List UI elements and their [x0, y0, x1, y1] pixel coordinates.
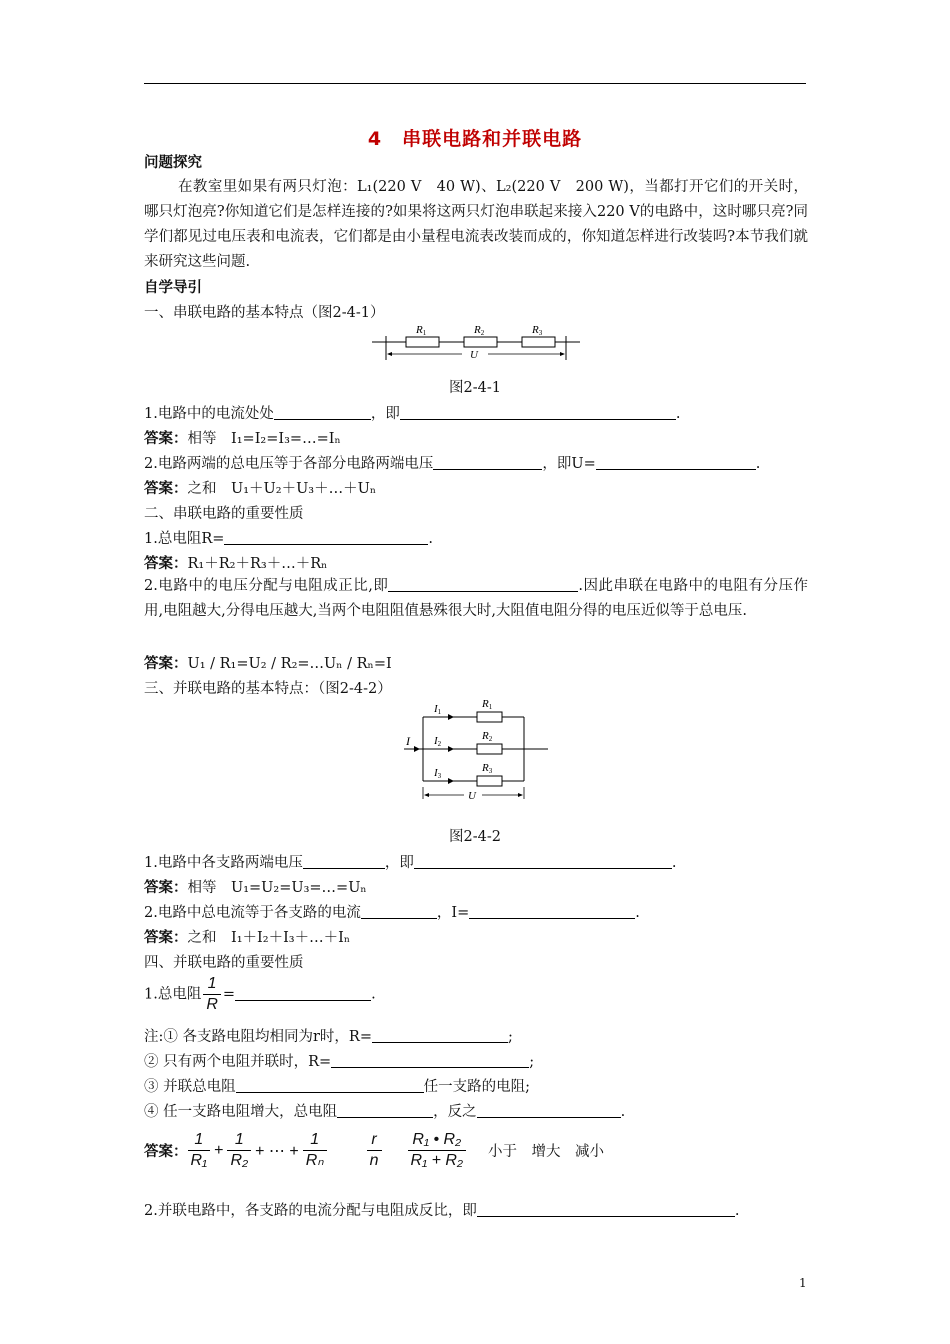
page-number: 1: [799, 1276, 807, 1290]
figure-caption-2-4-2: 图2-4-2: [449, 829, 501, 845]
fraction-1-over-rn: $\frac{1}{\text{Rₙ}}$: [303, 1130, 327, 1171]
parallel-q1: 1.电路中各支路两端电压 ，即 .: [144, 855, 677, 871]
label-i: I: [406, 734, 410, 748]
label-r2: R2: [482, 730, 493, 743]
fraction-r-over-n: $\frac{r}{n}$: [367, 1130, 382, 1171]
resistor-r1: [406, 337, 439, 347]
series-q2: 2.电路两端的总电压等于各部分电路两端电压 ，即U= .: [144, 456, 761, 472]
blank-field: [477, 1202, 735, 1217]
blank-field: [224, 530, 428, 545]
series-props-q2: 2.电路中的电压分配与电阻成正比,即 .因此串联在电路中的电阻有分压作用,电阻越大,分得电压越大,当两个电阻阻值悬殊很大时,大阻值电阻分得的电压近似等于总电压.: [144, 578, 809, 619]
blank-field: [414, 854, 672, 869]
series-props-heading: 二、串联电路的重要性质: [144, 506, 304, 522]
blank-field: [235, 986, 371, 1001]
parallel-props-answer: 答案： $\frac{1}{\text{R₁}}$ + $\frac{1}{\text{R₂}}$ + ⋯ + $\frac{1}{\text{Rₙ}}$ $\frac{r}{n}$ $\frac{\text{R₁ • R₂}}{\text{R₁ + R₂}}$ 小于 增大 减小: [144, 1131, 605, 1169]
blank-field: [274, 405, 371, 420]
label-r2: R2: [474, 324, 485, 337]
blank-field: [400, 405, 676, 420]
blank-field: [236, 1078, 424, 1093]
parallel-heading: 三、并联电路的基本特点：（图2-4-2）: [144, 681, 392, 697]
resistor-r3: [477, 776, 502, 786]
series-props-a1: 答案：R₁＋R₂＋R₃＋…＋Rₙ: [144, 556, 328, 572]
blank-field: [477, 1103, 621, 1118]
fraction-product-over-sum: $\frac{\text{R₁ • R₂}}{\text{R₁ + R₂}}$: [408, 1130, 467, 1171]
fraction-1-over-r: $\frac{1}{R}$: [203, 974, 221, 1015]
resistor-r2: [477, 744, 502, 754]
parallel-props-q2: 2.并联电路中，各支路的电流分配与电阻成反比，即 .: [144, 1203, 740, 1219]
blank-field: [303, 854, 385, 869]
series-heading: 一、串联电路的基本特点（图2-4-1）: [144, 305, 385, 321]
inquiry-paragraph: 在教室里如果有两只灯泡：L₁(220 V 40 W)、L₂(220 V 200 W)，当都打开它们的开关时，哪只灯泡亮?你知道它们是怎样连接的?如果将这两只灯泡串联起来接入220 V的电路中，这时哪只亮?同学们都见过电压表和电流表，它们都是由小量程电流表改装而成的，你知道怎样进行改装吗?本节我们就来研究这些问题.: [144, 179, 808, 270]
label-u: U: [470, 349, 478, 361]
parallel-note4: ④ 任一支路电阻增大，总电阻 ，反之 .: [144, 1104, 626, 1120]
parallel-circuit-diagram: [402, 693, 552, 805]
label-r1: R1: [482, 698, 493, 711]
label-r3: R3: [482, 762, 493, 775]
label-i2: I2: [434, 735, 442, 748]
section-heading-inquiry: 问题探究: [144, 155, 202, 171]
label-i3: I3: [434, 767, 442, 780]
blank-field: [433, 455, 542, 470]
parallel-note3: ③ 并联总电阻 任一支路的电阻;: [144, 1079, 530, 1095]
resistor-r2: [464, 337, 497, 347]
series-props-a2: 答案：U₁ / R₁=U₂ / R₂=…Uₙ / Rₙ=I: [144, 656, 392, 672]
series-a1: 答案：相等 I₁=I₂=I₃=…=Iₙ: [144, 431, 341, 447]
series-props-q1: 1.总电阻R= .: [144, 531, 434, 547]
series-q1: 1.电路中的电流处处 ，即 .: [144, 406, 681, 422]
resistor-r3: [522, 337, 555, 347]
fraction-1-over-r2: $\frac{1}{\text{R₂}}$: [227, 1130, 251, 1171]
label-u: U: [468, 790, 476, 802]
series-a2: 答案：之和 U₁＋U₂＋U₃＋…＋Uₙ: [144, 481, 377, 497]
fraction-1-over-r1: $\frac{1}{\text{R₁}}$: [188, 1130, 211, 1171]
section-heading-guide: 自学导引: [144, 280, 202, 296]
label-r1: R1: [416, 324, 427, 337]
blank-field: [361, 904, 437, 919]
blank-field: [331, 1053, 529, 1068]
parallel-note1: 注:① 各支路电阻均相同为r时，R= ;: [144, 1029, 513, 1045]
parallel-props-q1: 1.总电阻 $\frac{1}{R}$ = .: [144, 975, 376, 1013]
page-title: 4 串联电路和并联电路: [367, 128, 583, 150]
blank-field: [337, 1103, 433, 1118]
series-circuit-diagram: [370, 320, 582, 366]
blank-field: [469, 904, 635, 919]
figure-caption-2-4-1: 图2-4-1: [449, 380, 501, 396]
parallel-props-heading: 四、并联电路的重要性质: [144, 955, 304, 971]
blank-field: [372, 1028, 508, 1043]
blank-field: [596, 455, 756, 470]
header-rule: [144, 83, 806, 84]
label-i1: I1: [434, 703, 442, 716]
parallel-note2: ② 只有两个电阻并联时，R= ;: [144, 1054, 535, 1070]
parallel-a2: 答案：之和 I₁＋I₂＋I₃＋…＋Iₙ: [144, 930, 351, 946]
resistor-r1: [477, 712, 502, 722]
parallel-a1: 答案：相等 U₁=U₂=U₃=…=Uₙ: [144, 880, 367, 896]
blank-field: [388, 577, 578, 592]
label-r3: R3: [532, 324, 543, 337]
parallel-q2: 2.电路中总电流等于各支路的电流 ，I= .: [144, 905, 640, 921]
